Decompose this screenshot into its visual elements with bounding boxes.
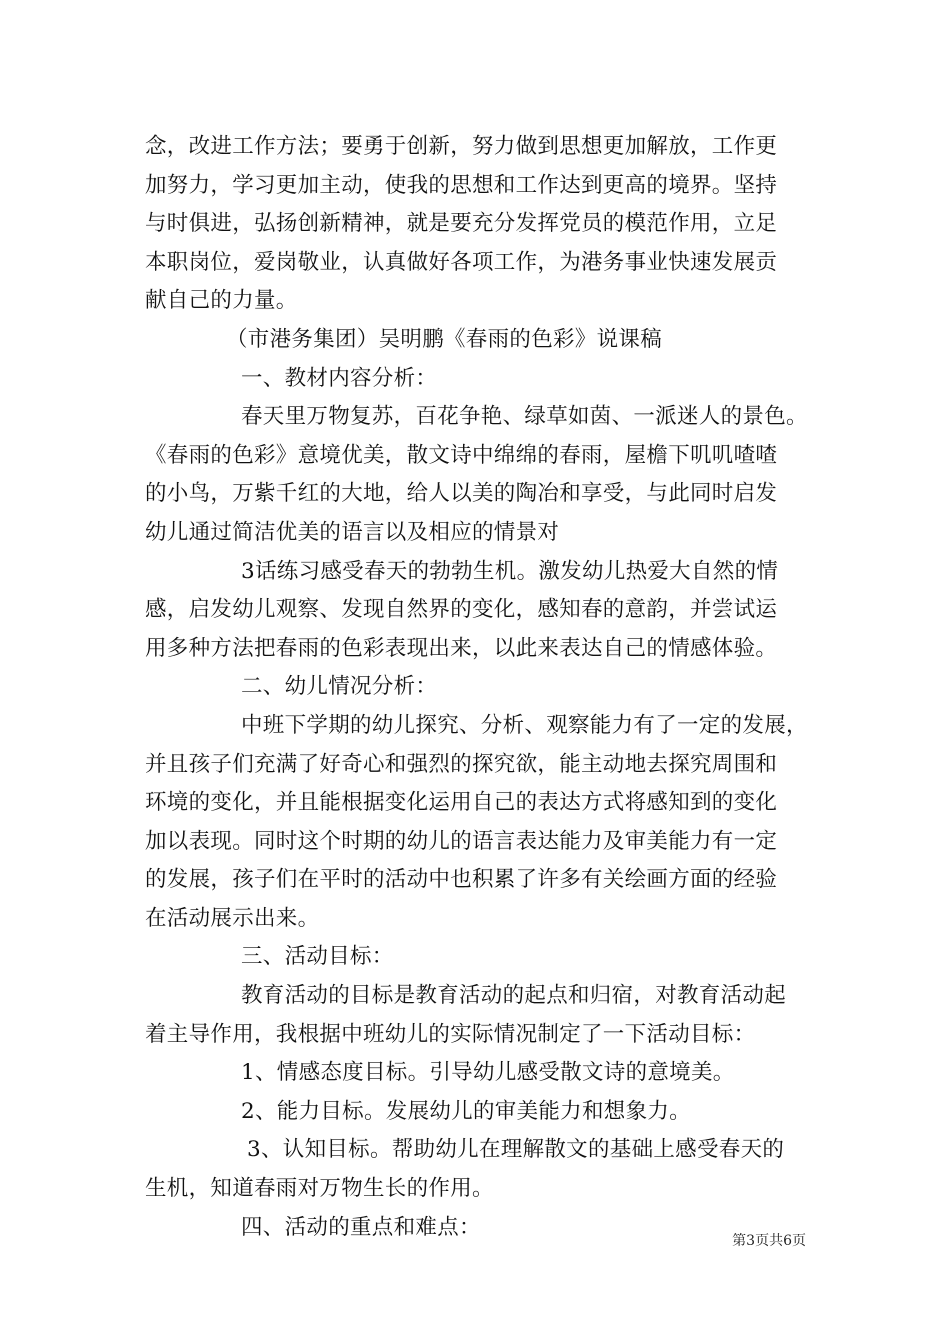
text-line: 念，改进工作方法；要勇于创新，努力做到思想更加解放，工作更 xyxy=(145,134,778,159)
goal-item: 2、能力目标。发展幼儿的审美能力和想象力。 xyxy=(241,1098,691,1124)
heading-goals: 三、活动目标： xyxy=(241,944,394,970)
page-number: 第3页共6页 xyxy=(732,1233,806,1249)
heading-children: 二、幼儿情况分析： xyxy=(241,674,438,700)
text-line: 用多种方法把春雨的色彩表现出来，以此来表达自己的情感体验。 xyxy=(145,635,778,661)
text-line: 的发展，孩子们在平时的活动中也积累了许多有关绘画方面的经验 xyxy=(145,867,778,893)
text-line: 生机，知道春雨对万物生长的作用。 xyxy=(145,1176,494,1202)
text-line: 《春雨的色彩》意境优美，散文诗中绵绵的春雨，屋檐下叽叽喳喳 xyxy=(145,442,778,468)
text-line: 春天里万物复苏，百花争艳、绿草如茵、一派迷人的景色。 xyxy=(241,404,808,430)
text-line: 加以表现。同时这个时期的幼儿的语言表达能力及审美能力有一定 xyxy=(145,828,778,854)
body-text xyxy=(145,128,813,1247)
goal-item: 1、情感态度目标。引导幼儿感受散文诗的意境美。 xyxy=(241,1060,735,1086)
text-line: 着主导作用，我根据中班幼儿的实际情况制定了一下活动目标： xyxy=(145,1021,756,1047)
text-line: 中班下学期的幼儿探究、分析、观察能力有了一定的发展， xyxy=(241,712,808,738)
text-line: 的小鸟，万紫千红的大地，给人以美的陶冶和享受，与此同时启发 xyxy=(145,481,778,507)
text-line: 加努力，学习更加主动，使我的思想和工作达到更高的境界。坚持 xyxy=(145,172,778,198)
text-line: 本职岗位，爱岗敬业，认真做好各项工作，为港务事业快速发展贡 xyxy=(145,249,778,275)
text-line: 并且孩子们充满了好奇心和强烈的探究欲，能主动地去探究周围和 xyxy=(145,751,778,777)
text-line: 感，启发幼儿观察、发现自然界的变化，感知春的意韵，并尝试运 xyxy=(145,597,778,623)
text-line: 在活动展示出来。 xyxy=(145,905,320,931)
section-title: （市港务集团）吴明鹏《春雨的色彩》说课稿 xyxy=(226,326,663,352)
text-line: 与时俱进，弘扬创新精神，就是要充分发挥党员的模范作用，立足 xyxy=(145,211,778,237)
heading-materials: 一、教材内容分析： xyxy=(241,365,438,391)
text-line: 献自己的力量。 xyxy=(145,288,298,314)
text-line: 幼儿通过简洁优美的语言以及相应的情景对 xyxy=(145,519,560,545)
text-line: 教育活动的目标是教育活动的起点和归宿，对教育活动起 xyxy=(241,983,787,1009)
heading-key-points: 四、活动的重点和难点： xyxy=(241,1214,481,1240)
goal-item: 3、认知目标。帮助幼儿在理解散文的基础上感受春天的 xyxy=(247,1137,785,1163)
text-line: 环境的变化，并且能根据变化运用自己的表达方式将感知到的变化 xyxy=(145,790,778,816)
text-line: 3话练习感受春天的勃勃生机。激发幼儿热爱大自然的情 xyxy=(241,558,779,584)
